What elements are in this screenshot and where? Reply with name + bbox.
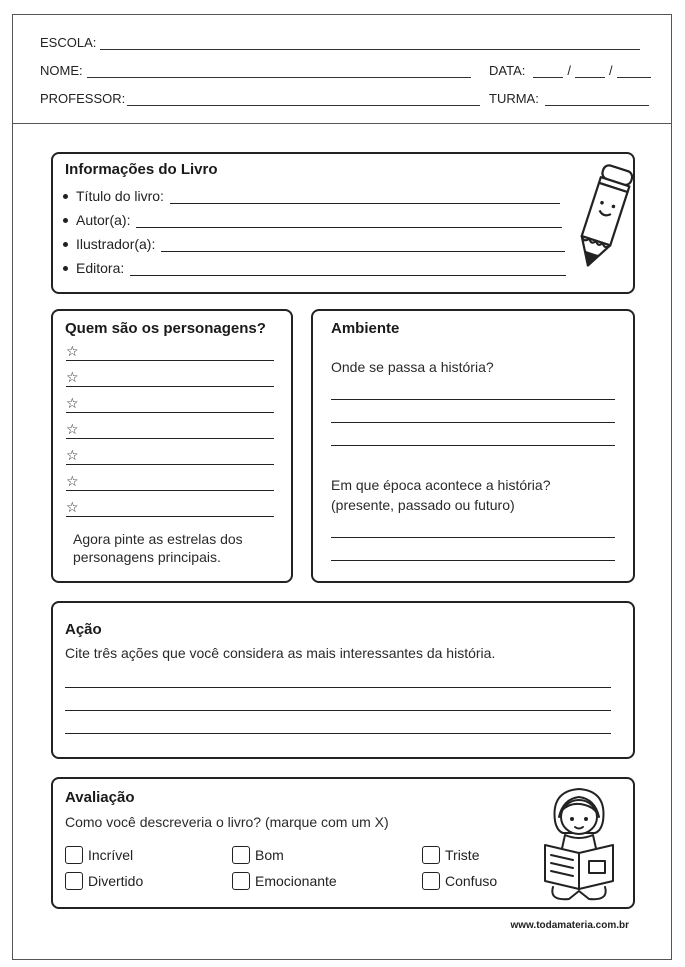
checkbox[interactable]: [65, 872, 83, 890]
option-confuso[interactable]: [422, 872, 497, 890]
option-label: Triste: [445, 847, 480, 863]
characters-title: Quem são os personagens?: [65, 320, 266, 337]
star-icon[interactable]: ☆: [66, 447, 79, 463]
characters-section: [51, 309, 293, 583]
worksheet: [12, 14, 672, 960]
character-line[interactable]: [66, 449, 274, 465]
date-day-field[interactable]: [533, 66, 563, 78]
setting-question-time-line1: Em que época acontece a história?: [331, 477, 551, 493]
option-label: Confuso: [445, 873, 498, 889]
option-label: Divertido: [88, 873, 144, 889]
date-year-field[interactable]: [617, 66, 651, 78]
option-emocionante[interactable]: [232, 872, 337, 890]
star-icon[interactable]: ☆: [66, 473, 79, 489]
girl-reading-icon: [539, 783, 619, 905]
name-field[interactable]: [87, 66, 471, 78]
evaluation-title: Avaliação: [65, 789, 135, 806]
action-prompt: Cite três ações que você considera as mais interessantes da história.: [65, 645, 496, 661]
teacher-row: [40, 91, 480, 106]
option-divertido[interactable]: [65, 872, 143, 890]
setting-section: [311, 309, 635, 583]
action-section: [51, 601, 635, 759]
setting-question-time-line2: (presente, passado ou futuro): [331, 497, 515, 513]
publisher-label: Editora:: [76, 260, 125, 276]
pencil-mascot-icon: [573, 160, 635, 272]
author-field[interactable]: [136, 218, 562, 228]
answer-line[interactable]: [65, 687, 611, 688]
answer-line[interactable]: [331, 422, 615, 423]
publisher-row: [63, 260, 566, 276]
bullet-icon: [63, 218, 68, 223]
class-label: TURMA:: [489, 91, 539, 106]
bullet-icon: [63, 194, 68, 199]
star-icon[interactable]: ☆: [66, 369, 79, 385]
character-line[interactable]: [66, 475, 274, 491]
character-line[interactable]: [66, 501, 274, 517]
book-title-label: Título do livro:: [76, 188, 164, 204]
checkbox[interactable]: [422, 846, 440, 864]
author-label: Autor(a):: [76, 212, 131, 228]
class-row: [489, 91, 649, 106]
checkbox[interactable]: [422, 872, 440, 890]
footer-site[interactable]: www.todamateria.com.br: [510, 920, 629, 931]
date-separator: /: [608, 63, 613, 78]
setting-title: Ambiente: [331, 320, 400, 337]
illustrator-field[interactable]: [161, 242, 565, 252]
date-month-field[interactable]: [575, 66, 605, 78]
option-label: Bom: [255, 847, 284, 863]
teacher-label: PROFESSOR:: [40, 91, 126, 106]
book-info-section: [51, 152, 635, 294]
name-label: NOME:: [40, 63, 83, 78]
name-row: [40, 63, 471, 78]
option-incrivel[interactable]: [65, 846, 133, 864]
setting-question-place: Onde se passa a história?: [331, 359, 494, 375]
checkbox[interactable]: [232, 846, 250, 864]
answer-line[interactable]: [331, 560, 615, 561]
star-icon[interactable]: ☆: [66, 421, 79, 437]
school-field[interactable]: [100, 38, 640, 50]
answer-line[interactable]: [65, 733, 611, 734]
header-divider: [13, 123, 671, 124]
characters-instruction-line1: Agora pinte as estrelas dos: [73, 531, 243, 547]
characters-instruction-line2: personagens principais.: [73, 549, 221, 565]
answer-line[interactable]: [331, 445, 615, 446]
option-label: Emocionante: [255, 873, 337, 889]
date-row: [489, 63, 651, 78]
bullet-icon: [63, 266, 68, 271]
illustrator-row: [63, 236, 565, 252]
class-field[interactable]: [545, 94, 649, 106]
date-label: DATA:: [489, 63, 526, 78]
school-row: [40, 35, 640, 50]
publisher-field[interactable]: [130, 266, 566, 276]
star-icon[interactable]: ☆: [66, 395, 79, 411]
book-title-row: [63, 188, 560, 204]
checkbox[interactable]: [65, 846, 83, 864]
evaluation-section: [51, 777, 635, 909]
bullet-icon: [63, 242, 68, 247]
option-bom[interactable]: [232, 846, 284, 864]
star-icon[interactable]: ☆: [66, 499, 79, 515]
action-title: Ação: [65, 621, 102, 638]
illustrator-label: Ilustrador(a):: [76, 236, 156, 252]
character-line[interactable]: [66, 397, 274, 413]
checkbox[interactable]: [232, 872, 250, 890]
author-row: [63, 212, 562, 228]
option-label: Incrível: [88, 847, 134, 863]
book-title-field[interactable]: [170, 194, 560, 204]
evaluation-prompt: Como você descreveria o livro? (marque com um X): [65, 814, 389, 830]
answer-line[interactable]: [65, 710, 611, 711]
option-triste[interactable]: [422, 846, 479, 864]
star-icon[interactable]: ☆: [66, 343, 79, 359]
character-line[interactable]: [66, 345, 274, 361]
date-separator: /: [567, 63, 571, 78]
school-label: ESCOLA:: [40, 35, 97, 50]
book-info-title: Informações do Livro: [65, 161, 218, 178]
character-line[interactable]: [66, 371, 274, 387]
answer-line[interactable]: [331, 399, 615, 400]
teacher-field[interactable]: [127, 94, 480, 106]
answer-line[interactable]: [331, 537, 615, 538]
character-line[interactable]: [66, 423, 274, 439]
